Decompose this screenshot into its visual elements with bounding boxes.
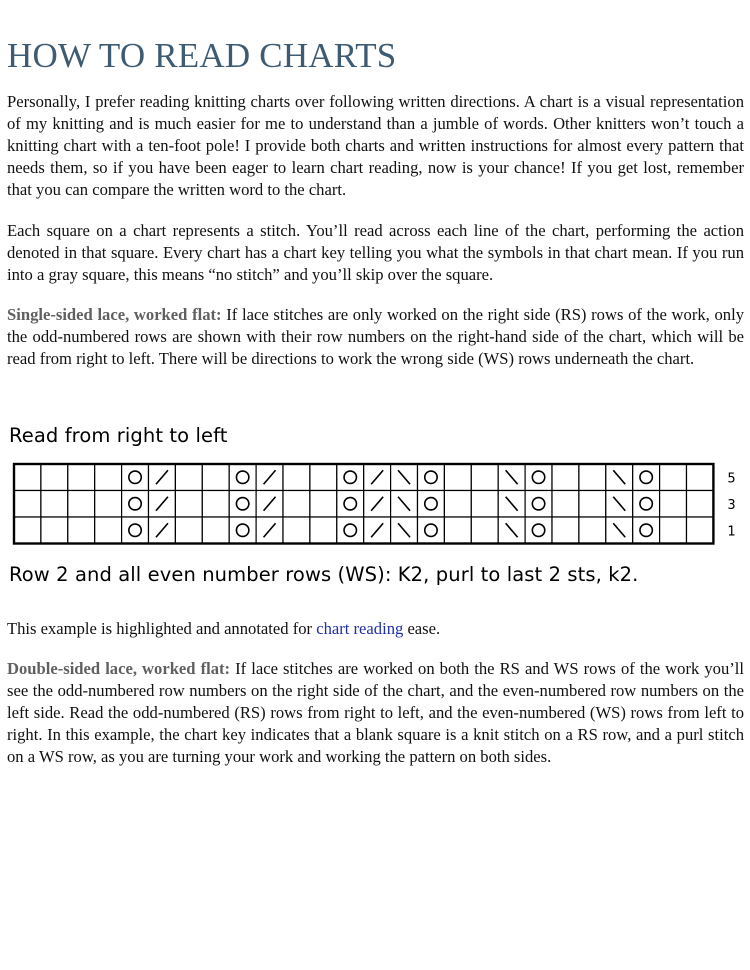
chart-cell: [337, 517, 364, 544]
chart-cell: [633, 491, 660, 518]
chart-cell: [310, 464, 337, 491]
chart-cell: [202, 517, 229, 544]
chart-cell: [229, 517, 256, 544]
chart-cell: [175, 517, 202, 544]
chart-cell: [337, 491, 364, 518]
chart-cell: [418, 517, 445, 544]
chart-cell: [95, 517, 122, 544]
chart-cell: [95, 491, 122, 518]
chart-cell: [14, 491, 41, 518]
chart-title: Read from right to left: [9, 424, 228, 447]
squares-paragraph: Each square on a chart represents a stitch. You’ll read across each line of the chart, performing the action denoted in that square. Every chart has a chart key telling you what the symbols in that chart mean. If you run into a gray square, this means “no stitch” and you’ll skip over the square.: [7, 221, 744, 284]
chart-cell: [122, 517, 149, 544]
chart-cell: [660, 517, 687, 544]
chart-cell: [444, 491, 471, 518]
chart-cell: [471, 491, 498, 518]
chart-cell: [579, 464, 606, 491]
chart-cell: [579, 491, 606, 518]
knitting-chart: [7, 460, 747, 550]
chart-cell: [202, 464, 229, 491]
double-sided-text: If lace stitches are worked on both the RS and WS rows of the work you’ll see the odd-numbered row numbers on the right side of the chart, and the even-numbered row numbers on the left side. Read the odd-numbered (RS) rows from right to left, and the even-numbered (WS) rows from left to right. In this example, the chart key indicates that a blank square is a knit stitch on a RS row, and a purl stitch on a WS row, as you are turning your work and working the pattern on both sides.: [7, 659, 744, 766]
example-paragraph: [7, 618, 744, 640]
chart-cell: [471, 517, 498, 544]
chart-cell: [41, 491, 68, 518]
chart-cell: [41, 517, 68, 544]
example-text-before: This example is highlighted and annotated for: [7, 619, 317, 638]
chart-cell: [687, 517, 714, 544]
chart-cell: [283, 464, 310, 491]
chart-cell: [633, 464, 660, 491]
chart-cell: [122, 464, 149, 491]
chart-cell: [471, 464, 498, 491]
chart-cell: [310, 491, 337, 518]
chart-cell: [175, 464, 202, 491]
chart-cell: [68, 517, 95, 544]
chart-cell: [14, 464, 41, 491]
single-sided-paragraph: [7, 304, 744, 370]
chart-cell: [633, 517, 660, 544]
chart-cell: [337, 464, 364, 491]
chart-cell: [525, 491, 552, 518]
chart-cell: [525, 517, 552, 544]
chart-cell: [229, 464, 256, 491]
chart-cell: [444, 517, 471, 544]
chart-cell: [418, 464, 445, 491]
chart-cell: [418, 491, 445, 518]
chart-cell: [552, 464, 579, 491]
chart-footer: Row 2 and all even number rows (WS): K2, purl to last 2 sts, k2.: [9, 563, 639, 586]
chart-cell: [229, 491, 256, 518]
row-number: 5: [727, 471, 736, 487]
chart-cell: [660, 491, 687, 518]
chart-cell: [202, 491, 229, 518]
chart-cell: [444, 464, 471, 491]
chart-cell: [660, 464, 687, 491]
example-text-after: ease.: [403, 619, 441, 638]
row-number: 3: [727, 497, 736, 513]
double-sided-paragraph: [7, 658, 744, 768]
chart-cell: [122, 491, 149, 518]
chart-cell: [552, 517, 579, 544]
row-number: 1: [727, 524, 736, 540]
chart-cell: [687, 491, 714, 518]
chart-cell: [41, 464, 68, 491]
chart-cell: [68, 491, 95, 518]
page-title: HOW TO READ CHARTS: [7, 36, 397, 75]
chart-cell: [525, 464, 552, 491]
chart-cell: [552, 491, 579, 518]
chart-cell: [175, 491, 202, 518]
single-sided-label: Single-sided lace, worked flat:: [7, 305, 222, 324]
chart-cell: [310, 517, 337, 544]
chart-reading-link[interactable]: chart reading: [316, 619, 404, 638]
double-sided-label: Double-sided lace, worked flat:: [7, 659, 231, 678]
intro-paragraph: Personally, I prefer reading knitting charts over following written directions. A chart is a visual representation of my knitting and is much easier for me to understand than a jumble of words. Other knitters won’t touch a knitting chart with a ten-foot pole! I provide both charts and written instructions for almost every pattern that needs them, so if you have been eager to learn chart reading, now is your chance! If you get lost, remember that you can compare the written word to the chart.: [7, 92, 744, 199]
chart-cell: [579, 517, 606, 544]
chart-cell: [283, 517, 310, 544]
chart-cell: [95, 464, 122, 491]
chart-cell: [687, 464, 714, 491]
single-sided-text: If lace stitches are only worked on the right side (RS) rows of the work, only the odd-numbered rows are shown with their row numbers on the right-hand side of the chart, which will be read from right to left. There will be directions to work the wrong side (WS) rows underneath the chart.: [7, 305, 744, 368]
chart-cell: [283, 491, 310, 518]
chart-cell: [14, 517, 41, 544]
chart-cell: [68, 464, 95, 491]
